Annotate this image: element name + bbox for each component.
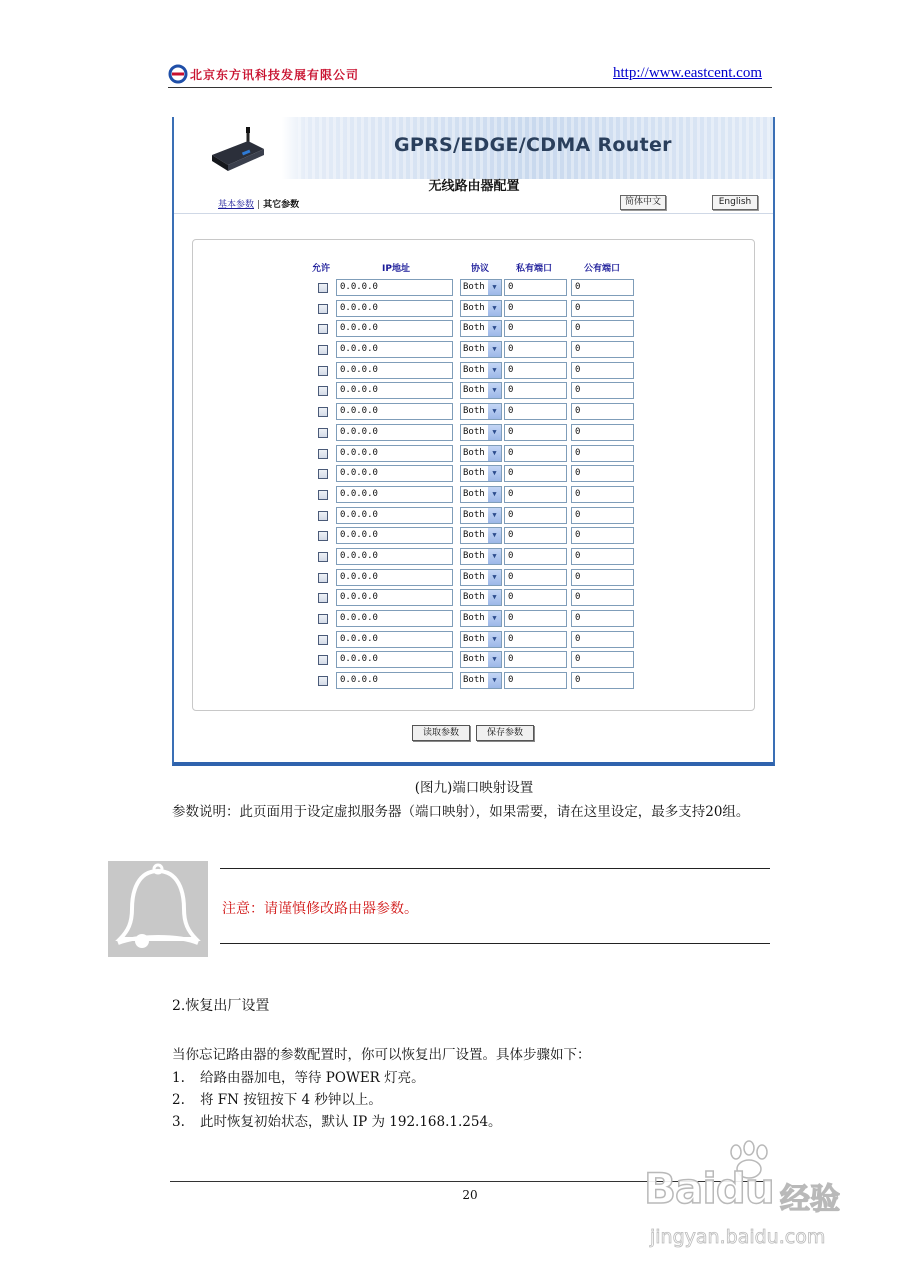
protocol-value: Both (463, 571, 485, 582)
save-params-button[interactable]: 保存参数 (476, 725, 534, 741)
protocol-select[interactable] (460, 279, 502, 296)
chevron-down-icon: ▼ (488, 570, 501, 585)
chevron-down-icon: ▼ (488, 528, 501, 543)
company-logo-icon (168, 64, 188, 84)
steps-list (172, 1067, 502, 1133)
table-row (316, 444, 646, 465)
note-divider-bottom (220, 943, 770, 944)
private-port-input[interactable]: 0 (504, 589, 567, 606)
allow-checkbox[interactable] (318, 407, 328, 417)
allow-checkbox[interactable] (318, 635, 328, 645)
protocol-select[interactable] (460, 424, 502, 441)
private-port-input[interactable]: 0 (504, 403, 567, 420)
col-header-public-port: 公有端口 (584, 264, 621, 274)
protocol-select[interactable] (460, 548, 502, 565)
protocol-value: Both (463, 282, 485, 292)
protocol-value: Both (463, 633, 485, 644)
protocol-select[interactable] (460, 610, 502, 627)
protocol-select[interactable] (460, 527, 502, 544)
public-port-input[interactable]: 0 (571, 507, 634, 524)
watermark-cn: 经验 (780, 1182, 840, 1217)
protocol-value: Both (463, 509, 485, 520)
ip-input[interactable]: 0.0.0.0 (336, 527, 453, 544)
protocol-select[interactable] (460, 403, 502, 420)
chevron-down-icon: ▼ (488, 321, 501, 336)
table-row (316, 506, 646, 527)
private-port-input[interactable]: 0 (504, 486, 567, 503)
table-row (316, 485, 646, 506)
col-header-allow: 允许 (312, 264, 331, 274)
chevron-down-icon: ▼ (488, 342, 501, 357)
protocol-select[interactable] (460, 341, 502, 358)
chevron-down-icon: ▼ (488, 652, 501, 667)
allow-checkbox[interactable] (318, 676, 328, 686)
table-row (316, 526, 646, 547)
table-row (316, 568, 646, 589)
chevron-down-icon: ▼ (488, 446, 501, 461)
allow-checkbox[interactable] (318, 304, 328, 314)
ip-input[interactable]: 0.0.0.0 (336, 651, 453, 668)
protocol-value: Both (463, 323, 485, 334)
nav-separator: | (257, 200, 261, 210)
ip-input[interactable]: 0.0.0.0 (336, 279, 453, 296)
public-port-input[interactable]: 0 (571, 651, 634, 668)
protocol-value: Both (463, 426, 485, 437)
protocol-select[interactable] (460, 672, 502, 689)
table-row (316, 671, 646, 692)
chevron-down-icon: ▼ (488, 363, 501, 378)
chevron-down-icon: ▼ (488, 280, 501, 295)
private-port-input[interactable]: 0 (504, 362, 567, 379)
private-port-input[interactable]: 0 (504, 424, 567, 441)
ip-input[interactable]: 0.0.0.0 (336, 507, 453, 524)
protocol-value: Both (463, 550, 485, 561)
col-header-private-port: 私有端口 (516, 264, 553, 274)
private-port-input[interactable]: 0 (504, 548, 567, 565)
public-port-input[interactable]: 0 (571, 486, 634, 503)
list-item: 1. 给路由器加电，等待 POWER 灯亮。 (172, 1070, 425, 1086)
protocol-select[interactable] (460, 362, 502, 379)
ip-input[interactable]: 0.0.0.0 (336, 465, 453, 482)
allow-checkbox[interactable] (318, 655, 328, 665)
allow-checkbox[interactable] (318, 283, 328, 293)
chevron-down-icon: ▼ (488, 404, 501, 419)
allow-checkbox[interactable] (318, 386, 328, 396)
protocol-value: Both (463, 675, 485, 686)
protocol-value: Both (463, 613, 485, 623)
protocol-select[interactable] (460, 465, 502, 482)
ip-input[interactable]: 0.0.0.0 (336, 424, 453, 441)
private-port-input[interactable]: 0 (504, 527, 567, 544)
chevron-down-icon: ▼ (488, 301, 501, 316)
public-port-input[interactable]: 0 (571, 445, 634, 462)
chevron-down-icon: ▼ (488, 425, 501, 440)
ip-input[interactable]: 0.0.0.0 (336, 382, 453, 399)
chevron-down-icon: ▼ (488, 590, 501, 605)
table-row (316, 278, 646, 299)
page-number: 20 (462, 1188, 478, 1202)
ip-input[interactable]: 0.0.0.0 (336, 589, 453, 606)
ip-input[interactable]: 0.0.0.0 (336, 486, 453, 503)
allow-checkbox[interactable] (318, 324, 328, 334)
chevron-down-icon: ▼ (488, 383, 501, 398)
table-row (316, 299, 646, 320)
section-intro: 当你忘记路由器的参数配置时，你可以恢复出厂设置。具体步骤如下： (172, 1047, 591, 1063)
public-port-input[interactable]: 0 (571, 403, 634, 420)
private-port-input[interactable]: 0 (504, 672, 567, 689)
protocol-value: Both (463, 468, 485, 479)
protocol-select[interactable] (460, 486, 502, 503)
table-row (316, 423, 646, 444)
protocol-value: Both (463, 592, 485, 603)
chevron-down-icon: ▼ (488, 549, 501, 564)
public-port-input[interactable]: 0 (571, 320, 634, 337)
protocol-select[interactable] (460, 569, 502, 586)
ip-input[interactable]: 0.0.0.0 (336, 445, 453, 462)
baidu-watermark (640, 1140, 880, 1270)
protocol-value: Both (463, 344, 485, 355)
note-warning: 注意：请谨慎修改路由器参数。 (222, 901, 418, 917)
chevron-down-icon: ▼ (488, 466, 501, 481)
public-port-input[interactable]: 0 (571, 382, 634, 399)
table-row (316, 381, 646, 402)
list-item: 2. 将 FN 按钮按下 4 秒钟以上。 (172, 1092, 382, 1108)
chevron-down-icon: ▼ (488, 487, 501, 502)
port-mapping-rows (316, 278, 646, 692)
allow-checkbox[interactable] (318, 614, 328, 624)
private-port-input[interactable]: 0 (504, 610, 567, 627)
table-row (316, 340, 646, 361)
nav-basic-params[interactable]: 基本参数 (218, 200, 255, 210)
private-port-input[interactable]: 0 (504, 651, 567, 668)
note-image (108, 861, 208, 957)
section-title: 2.恢复出厂设置 (172, 998, 270, 1014)
private-port-input[interactable]: 0 (504, 631, 567, 648)
protocol-value: Both (463, 364, 485, 375)
description-paragraph: 参数说明：此页面用于设定虚拟服务器（端口映射），如果需要，请在这里设定，最多支持20组。 (172, 804, 750, 820)
page-header (168, 62, 772, 88)
table-row (316, 402, 646, 423)
ip-input[interactable]: 0.0.0.0 (336, 610, 453, 627)
public-port-input[interactable]: 0 (571, 548, 634, 565)
ip-input[interactable]: 0.0.0.0 (336, 320, 453, 337)
note-divider-top (220, 868, 770, 869)
protocol-select[interactable] (460, 300, 502, 317)
protocol-select[interactable] (460, 631, 502, 648)
col-header-protocol: 协议 (471, 264, 490, 274)
protocol-select[interactable] (460, 445, 502, 462)
public-port-input[interactable]: 0 (571, 279, 634, 296)
public-port-input[interactable]: 0 (571, 631, 634, 648)
read-params-button[interactable]: 读取参数 (412, 725, 470, 741)
nav-other-params[interactable]: 其它参数 (263, 200, 300, 210)
router-device-icon (208, 125, 270, 173)
public-port-input[interactable]: 0 (571, 610, 634, 627)
allow-checkbox[interactable] (318, 552, 328, 562)
list-item: 3. 此时恢复初始状态，默认 IP 为 192.168.1.254。 (172, 1114, 502, 1130)
private-port-input[interactable]: 0 (504, 341, 567, 358)
lang-chinese-button[interactable]: 简体中文 (620, 195, 666, 210)
chevron-down-icon: ▼ (488, 632, 501, 647)
allow-checkbox[interactable] (318, 469, 328, 479)
router-config-screenshot (172, 117, 775, 766)
col-header-ip: IP地址 (382, 264, 410, 274)
private-port-input[interactable]: 0 (504, 445, 567, 462)
allow-checkbox[interactable] (318, 573, 328, 583)
private-port-input[interactable]: 0 (504, 320, 567, 337)
protocol-value: Both (463, 447, 485, 458)
public-port-input[interactable]: 0 (571, 362, 634, 379)
public-port-input[interactable]: 0 (571, 341, 634, 358)
public-port-input[interactable]: 0 (571, 527, 634, 544)
public-port-input[interactable]: 0 (571, 589, 634, 606)
ip-input[interactable]: 0.0.0.0 (336, 631, 453, 648)
table-row (316, 361, 646, 382)
allow-checkbox[interactable] (318, 593, 328, 603)
bell-icon (108, 861, 208, 957)
allow-checkbox[interactable] (318, 366, 328, 376)
figure-caption: (图九)端口映射设置 (414, 780, 534, 796)
allow-checkbox[interactable] (318, 345, 328, 355)
private-port-input[interactable]: 0 (504, 569, 567, 586)
protocol-value: Both (463, 302, 485, 313)
ip-input[interactable]: 0.0.0.0 (336, 548, 453, 565)
allow-checkbox[interactable] (318, 490, 328, 500)
protocol-select[interactable] (460, 382, 502, 399)
chevron-down-icon: ▼ (488, 611, 501, 626)
table-row (316, 630, 646, 651)
ip-input[interactable]: 0.0.0.0 (336, 403, 453, 420)
ip-input[interactable]: 0.0.0.0 (336, 569, 453, 586)
public-port-input[interactable]: 0 (571, 569, 634, 586)
private-port-input[interactable]: 0 (504, 507, 567, 524)
ip-input[interactable]: 0.0.0.0 (336, 341, 453, 358)
private-port-input[interactable]: 0 (504, 465, 567, 482)
protocol-select[interactable] (460, 507, 502, 524)
table-row (316, 650, 646, 671)
allow-checkbox[interactable] (318, 428, 328, 438)
public-port-input[interactable]: 0 (571, 672, 634, 689)
config-nav (218, 197, 299, 210)
watermark-url: jingyan.baidu.com (650, 1226, 826, 1248)
table-row (316, 464, 646, 485)
private-port-input[interactable]: 0 (504, 382, 567, 399)
protocol-value: Both (463, 488, 485, 499)
private-port-input[interactable]: 0 (504, 300, 567, 317)
divider (174, 213, 774, 214)
protocol-value: Both (463, 530, 485, 541)
allow-checkbox[interactable] (318, 531, 328, 541)
ip-input[interactable]: 0.0.0.0 (336, 672, 453, 689)
protocol-select[interactable] (460, 589, 502, 606)
banner-title: GPRS/EDGE/CDMA Router (394, 134, 672, 156)
protocol-select[interactable] (460, 651, 502, 668)
public-port-input[interactable]: 0 (571, 300, 634, 317)
table-row (316, 609, 646, 630)
allow-checkbox[interactable] (318, 449, 328, 459)
chevron-down-icon: ▼ (488, 508, 501, 523)
ip-input[interactable]: 0.0.0.0 (336, 362, 453, 379)
allow-checkbox[interactable] (318, 511, 328, 521)
company-name: 北京东方讯科技发展有限公司 (190, 68, 360, 82)
protocol-value: Both (463, 654, 485, 665)
watermark-brand: Baidu (644, 1164, 774, 1213)
public-port-input[interactable]: 0 (571, 424, 634, 441)
table-row (316, 588, 646, 609)
protocol-value: Both (463, 406, 485, 417)
public-port-input[interactable]: 0 (571, 465, 634, 482)
config-title: 无线路由器配置 (428, 179, 520, 194)
protocol-value: Both (463, 385, 485, 396)
protocol-select[interactable] (460, 320, 502, 337)
ip-input[interactable]: 0.0.0.0 (336, 300, 453, 317)
website-link[interactable]: http://www.eastcent.com (613, 65, 762, 81)
chevron-down-icon: ▼ (488, 673, 501, 688)
lang-english-button[interactable]: English (712, 195, 758, 210)
table-row (316, 319, 646, 340)
table-row (316, 547, 646, 568)
private-port-input[interactable]: 0 (504, 279, 567, 296)
